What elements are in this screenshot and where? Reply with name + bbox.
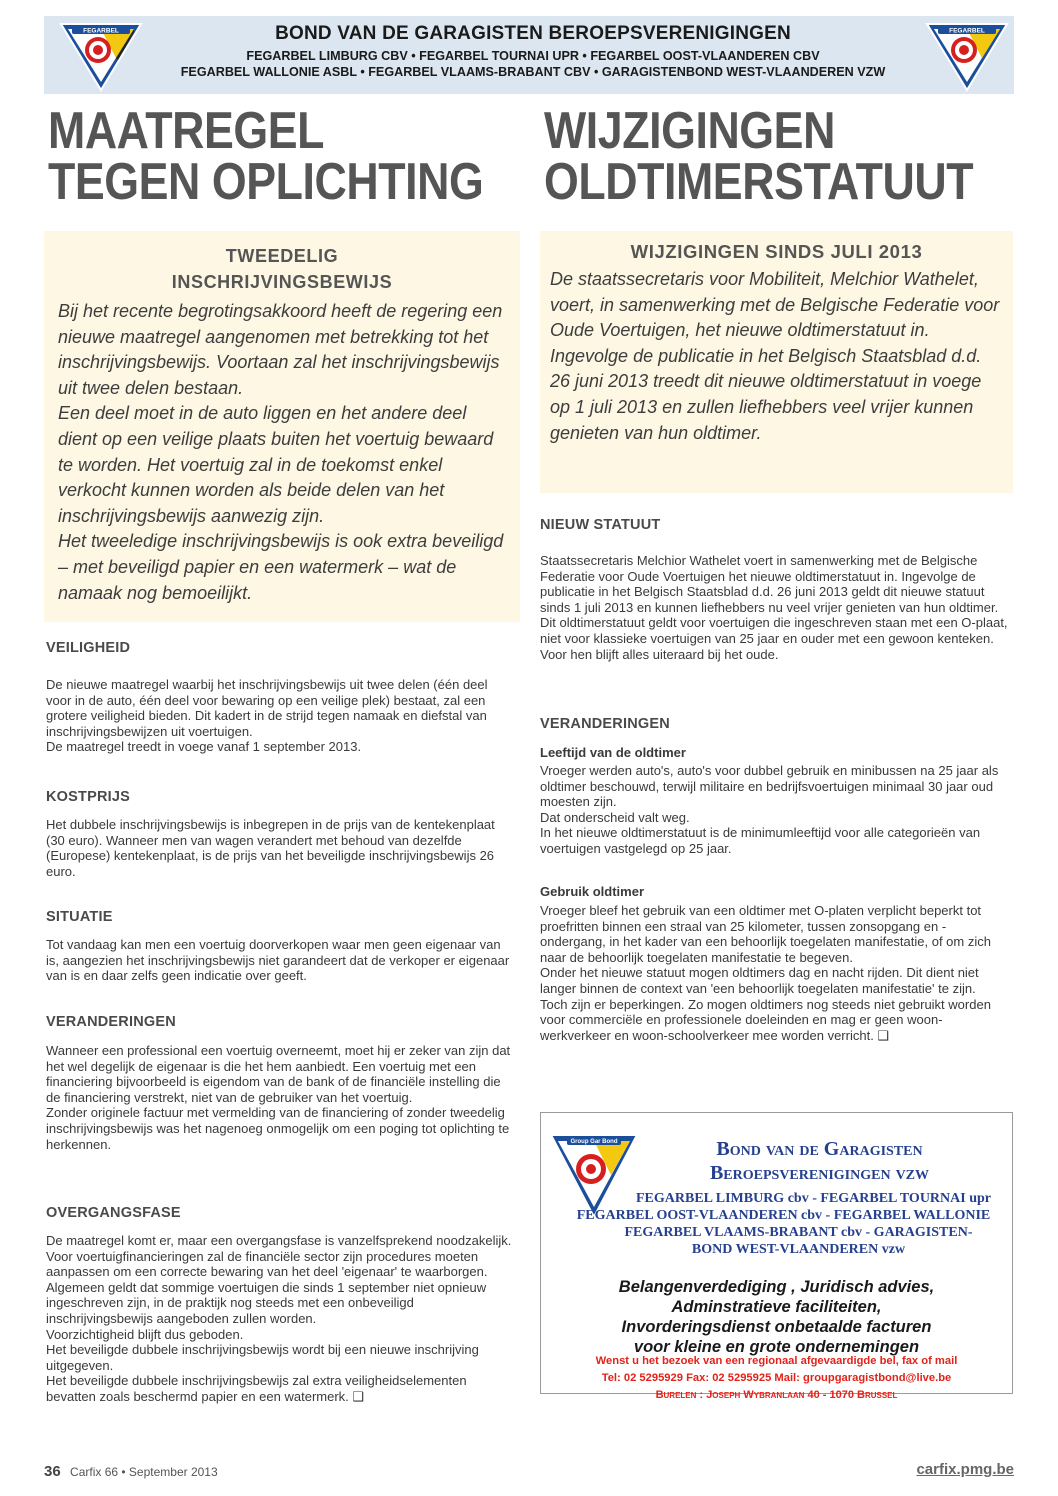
ad-members-line-2: FEGARBEL OOST-VLAANDEREN cbv - FEGARBEL WALLONIE (576, 1208, 991, 1223)
left-intro-title-line-1: TWEEDELIG (225, 246, 339, 266)
footer-issue-info (44, 1463, 218, 1480)
subsection-text-leeftijd: Vroeger werden auto's, auto's voor dubbel gebruik en minibussen na 25 jaar als oldtimer beschouwd, terwijl militaire en bedrijfsvoertuigen minimaal 30 jaar oud moesten zijn. Dat onderscheid valt weg. In het nieuwe oldtimerstatuut is de minimumleeftijd voor alle categorieën van voertuigen vastgelegd op 25 jaar. (540, 763, 999, 856)
ad-contact-address: Burelen : Joseph Wybranlaan 40 - 1070 Brussel (655, 1389, 898, 1401)
left-intro-box (44, 231, 520, 622)
ad-title (633, 1137, 1006, 1185)
ad-members-line-1: FEGARBEL LIMBURG cbv - FEGARBEL TOURNAI upr (636, 1191, 991, 1206)
banner-text (144, 23, 922, 79)
section-title-veiligheid: VEILIGHEID (46, 640, 131, 656)
section-text-kostprijs: Het dubbele inschrijvingsbewijs is inbegrepen in de prijs van de kentekenplaat (30 euro). Wanneer men van wagen verandert met behoud van dezelfde (Europese) kentekenplaat, is de prijs van het beveiligde inschrijvingsbewijs 26 euro. (46, 817, 495, 879)
section-title-situatie: SITUATIE (46, 909, 113, 925)
ad-members-line-3: FEGARBEL VLAAMS-BRABANT cbv - GARAGISTEN- (624, 1225, 973, 1240)
section-title-veranderingen-right: VERANDERINGEN (540, 716, 670, 732)
right-headline-line-1: WIJZIGINGEN (544, 102, 835, 160)
section-title-veranderingen: VERANDERINGEN (46, 1014, 176, 1030)
section-text-overgangsfase: De maatregel komt er, maar een overgangsfase is vanzelfsprekend noodzakelijk. Voor voertuigfinancieringen zal de financiële sector zijn procedures moeten aanpassen om een correcte bewaring van het deel 'eigenaar' te waarborgen. Algemeen geldt dat sommige voertuigen die sinds 1 september niet opnieuw ingeschreven zijn, in de praktijk nog steeds met een onbeveiligd inschrijvingsbewijs aangeboden zullen worden. Voorzichtigheid blijft dus geboden. Het beveiligde dubbele inschrijvingsbewijs wordt bij een nieuwe inschrijving uitgegeven. Het beveiligde dubbele inschrijvingsbewijs zal extra veiligheidselementen bevatten zoals beschermd papier en een watermerk. ❑ (46, 1233, 512, 1404)
bond-advertisement (540, 1112, 1013, 1401)
left-headline-line-1: MAATREGEL (48, 102, 325, 160)
ad-contact-line-2: Tel: 02 5295929 Fax: 02 5295925 Mail: groupgaragistbond@live.be (601, 1372, 952, 1384)
ad-service-line-3: Invorderingsdienst onbetaalde facturen (621, 1318, 932, 1336)
logo-text: FEGARBEL (83, 27, 119, 35)
subsection-title-gebruik: Gebruik oldtimer (540, 884, 645, 899)
left-intro-text: Bij het recente begrotingsakkoord heeft de regering een nieuwe maatregel aangenomen met betrekking tot het inschrijvingsbewijs. Voortaan zal het inschrijvingsbewijs uit twee delen bestaan. Een deel moet in de auto liggen en het andere deel dient op een veilige plaats buiten het voertuig bewaard te worden. Het voertuig zal in de toekomst enkel verkocht kunnen worden als beide delen van het inschrijvingsbewijs aanwezig zijn. Het tweeledige inschrijvingsbewijs is ook extra beveiligd – met beveiligd papier en een watermerk – wat de namaak nog bemoeilijkt. (58, 301, 504, 603)
ad-services (541, 1277, 1012, 1357)
ad-title-line-1: Bond van de Garagisten (716, 1138, 923, 1160)
ad-logo-text: Group Gar Bond (570, 1139, 618, 1145)
banner-members-line-2: FEGARBEL WALLONIE ASBL • FEGARBEL VLAAMS-BRABANT CBV • GARAGISTENBOND WEST-VLAANDEREN VZW (180, 65, 886, 79)
page-number: 36 (44, 1463, 61, 1480)
left-headline-line-2: TEGEN OPLICHTING (48, 153, 484, 211)
banner-title: BOND VAN DE GARAGISTEN BEROEPSVERENIGINGEN (275, 23, 791, 44)
fegarbel-logo-right (924, 20, 1010, 92)
left-headline (48, 102, 484, 211)
left-intro-title (58, 243, 506, 295)
ad-members (561, 1190, 1006, 1258)
subsection-text-gebruik: Vroeger bleef het gebruik van een oldtimer met O-platen verplicht beperkt tot proefritten binnen een straal van 25 kilometer, tussen zonsopgang en -ondergang, in het kader van een behoorlijk toegelaten manifestatie, of om zich naar de behoorlijk toegelaten manifestatie te begeven. Onder het nieuwe statuut mogen oldtimers dag en nacht rijden. Dit dient niet langer binnen de context van 'een behoorlijk toegelaten manifestatie' te zijn. Toch zijn er beperkingen. Zo mogen oldtimers nog steeds niet gebruikt worden voor commerciële en professionele doeleinden en mag er geen woon-werkverkeer en woon-schoolverkeer mee worden verricht. ❑ (540, 903, 991, 1043)
section-text-veiligheid: De nieuwe maatregel waarbij het inschrijvingsbewijs uit twee delen (één deel voor in de auto, één deel voor bewaring op een veilige plek) bestaat, zal een grotere veiligheid bieden. Dit kadert in de strijd tegen namaak en diefstal van inschrijvingsbewijzen uit voertuigen. De maatregel treedt in voege vanaf 1 september 2013. (46, 677, 488, 755)
footer-website-link[interactable]: carfix.pmg.be (916, 1461, 1014, 1478)
logo-text-right: FEGARBEL (949, 27, 985, 35)
right-intro-text: De staatssecretaris voor Mobiliteit, Melchior Wathelet, voert, in samenwerking met de Belgische Federatie voor Oude Voertuigen, het nieuwe oldtimerstatuut in. Ingevolge de publicatie in het Belgisch Staatsblad d.d. 26 juni 2013 treedt dit nieuwe oldtimerstatuut in voege op 1 juli 2013 en zullen liefhebbers veel vrijer kunnen genieten van hun oldtimer. (550, 269, 1000, 443)
ad-contact (541, 1354, 1012, 1402)
right-intro-box (540, 231, 1013, 493)
ad-service-line-1: Belangenverdediging , Juridisch advies, (618, 1278, 935, 1296)
section-text-nieuw-statuut: Staatssecretaris Melchior Wathelet voert in samenwerking met de Belgische Federatie voor Oude Voertuigen het nieuwe oldtimerstatuut in. Ingevolge de publicatie in het Belgisch Staatsblad d.d. 26 juni 2013 geldt dit nieuwe statuut sinds 1 juli 2013 en kunnen liefhebbers nu veel vrijer genieten van hun oldtimer. Dit oldtimerstatuut geldt voor voertuigen die ingeschreven staan met een O-plaat, niet voor klassieke voertuigen van 25 jaar en ouder met een gewoon kenteken. Voor hen blijft alles uiteraard bij het oude. (540, 553, 1008, 662)
right-headline-line-2: OLDTIMERSTATUUT (544, 153, 974, 211)
section-text-veranderingen: Wanneer een professional een voertuig overneemt, moet hij er zeker van zijn dat het wel degelijk de eigenaar is die het hem aanbiedt. Een voertuig met een financiering bijvoorbeeld is eigendom van de bank of de financiële instelling die de financiering verstrekt, niet van de gebruiker van het voertuig. Zonder originele factuur met vermelding van de financiering of zonder tweedelig inschrijvingsbewijs was het nagenoeg onmogelijk om een poging tot oplichting te herkennen. (46, 1043, 511, 1152)
ad-title-line-2: Beroepsverenigingen vzw (709, 1162, 930, 1184)
section-title-nieuw-statuut: NIEUW STATUUT (540, 517, 661, 533)
fegarbel-logo (58, 20, 144, 92)
right-headline (544, 102, 974, 211)
section-title-overgangsfase: OVERGANGSFASE (46, 1205, 181, 1221)
subsection-title-leeftijd: Leeftijd van de oldtimer (540, 745, 686, 760)
section-title-kostprijs: KOSTPRIJS (46, 789, 130, 805)
left-intro-title-line-2: INSCHRIJVINGSBEWIJS (171, 272, 393, 292)
ad-service-line-2: Adminstratieve faciliteiten, (671, 1298, 882, 1316)
section-text-situatie: Tot vandaag kan men een voertuig doorverkopen waar men geen eigenaar van is, aangezien het inschrijvingsbewijs niet garandeert dat de verkoper er eigenaar van is en daar zelfs geen indicatie over geeft. (46, 937, 510, 984)
issue-label: Carfix 66 • September 2013 (70, 1465, 218, 1479)
header-banner (44, 16, 1014, 94)
ad-contact-line-1: Wenst u het bezoek van een regionaal afgevaardigde bel, fax of mail (595, 1355, 958, 1367)
ad-service-line-4: voor kleine en grote ondernemingen (633, 1338, 920, 1356)
right-intro-title: WIJZIGINGEN SINDS JULI 2013 (630, 241, 923, 262)
ad-members-line-4: BOND WEST-VLAANDEREN vzw (691, 1242, 906, 1257)
banner-members-line-1: FEGARBEL LIMBURG CBV • FEGARBEL TOURNAI UPR • FEGARBEL OOST-VLAANDEREN CBV (246, 49, 820, 63)
